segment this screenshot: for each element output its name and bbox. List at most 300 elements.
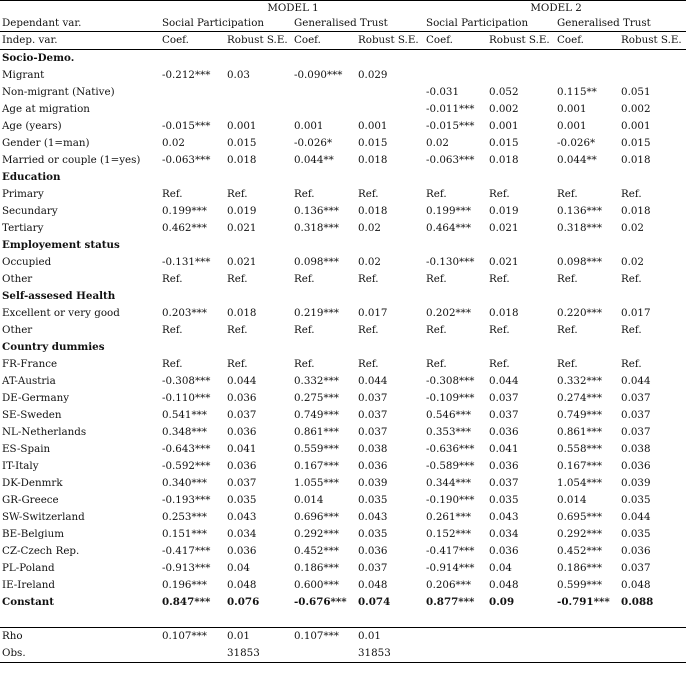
cell-value: 0.088 xyxy=(621,596,654,608)
cell-value: 0.199*** xyxy=(162,205,207,217)
cell-value: 0.037 xyxy=(621,409,651,421)
cell-value: 0.035 xyxy=(621,528,651,540)
cell-value: 0.220*** xyxy=(557,307,602,319)
cell-value: -0.031 xyxy=(426,86,460,98)
model2-header: MODEL 2 xyxy=(424,1,686,16)
cell-value: 0.036 xyxy=(227,426,257,438)
cell-value: Ref. xyxy=(426,324,447,336)
cell-value: Ref. xyxy=(227,273,248,285)
divider-cell xyxy=(424,611,487,628)
cell-value: 0.036 xyxy=(358,545,388,557)
cell-value: 0.001 xyxy=(294,120,324,132)
cell-value: 0.04 xyxy=(227,562,250,574)
row-label: SE-Sweden xyxy=(2,409,62,421)
cell-value xyxy=(487,645,555,663)
cell-value: -0.308*** xyxy=(426,375,475,387)
table-row xyxy=(0,509,686,526)
row-label: IE-Ireland xyxy=(2,579,55,591)
indep-label: Indep. var. xyxy=(0,32,160,50)
dependant-row xyxy=(0,15,686,32)
cell-value: 0.001 xyxy=(557,103,587,115)
section-title: Self-assesed Health xyxy=(2,290,116,302)
table-row xyxy=(0,322,686,339)
section-header-row xyxy=(0,237,686,254)
cell-value: 0.051 xyxy=(621,86,651,98)
row-label: Age (years) xyxy=(2,120,62,132)
table-row xyxy=(0,492,686,509)
cell-value: 1.055*** xyxy=(294,477,339,489)
cell-value: 0.332*** xyxy=(557,375,602,387)
cell-value xyxy=(555,628,619,646)
cell-value: Ref. xyxy=(294,188,315,200)
cell-value: 0.559*** xyxy=(294,443,339,455)
table-row xyxy=(0,543,686,560)
cell-value xyxy=(160,84,225,101)
cell-value: 0.037 xyxy=(621,392,651,404)
cell-value: 0.018 xyxy=(358,154,388,166)
cell-value: 0.036 xyxy=(358,460,388,472)
cell-value: Ref. xyxy=(489,188,510,200)
cell-value: 0.018 xyxy=(358,205,388,217)
cell-value xyxy=(619,67,686,84)
cell-value: -0.090*** xyxy=(294,69,343,81)
divider-cell xyxy=(619,611,686,628)
cell-value: 0.001 xyxy=(489,120,519,132)
cell-value: 0.464*** xyxy=(426,222,471,234)
cell-value: 0.035 xyxy=(489,494,519,506)
cell-value: 0.037 xyxy=(621,426,651,438)
cell-value: 0.695*** xyxy=(557,511,602,523)
cell-value: 0.318*** xyxy=(294,222,339,234)
cell-value: 0.017 xyxy=(358,307,388,319)
cell-value: -0.193*** xyxy=(162,494,211,506)
cell-value: 0.203*** xyxy=(162,307,207,319)
cell-value: 0.348*** xyxy=(162,426,207,438)
cell-value xyxy=(619,628,686,646)
table-row xyxy=(0,135,686,152)
cell-value: 0.036 xyxy=(227,545,257,557)
cell-value: 0.847*** xyxy=(162,596,211,608)
cell-value: 0.186*** xyxy=(294,562,339,574)
cell-value: 0.09 xyxy=(489,596,515,608)
cell-value: -0.015*** xyxy=(162,120,211,132)
cell-value: 0.036 xyxy=(489,545,519,557)
cell-value: 0.861*** xyxy=(557,426,602,438)
row-label: ES-Spain xyxy=(2,443,51,455)
cell-value: 0.01 xyxy=(227,630,250,642)
cell-value: 31853 xyxy=(225,645,292,663)
row-label: Secundary xyxy=(2,205,58,217)
cell-value: 0.318*** xyxy=(557,222,602,234)
row-label: IT-Italy xyxy=(2,460,39,472)
cell-value: 0.219*** xyxy=(294,307,339,319)
cell-value: 0.044 xyxy=(358,375,388,387)
cell-value: 0.037 xyxy=(358,409,388,421)
cell-value: 0.02 xyxy=(426,137,449,149)
cell-value: -0.417*** xyxy=(426,545,475,557)
model-header-row xyxy=(0,1,686,16)
cell-value: 0.018 xyxy=(621,154,651,166)
section-title: Socio-Demo. xyxy=(2,52,75,64)
cell-value: -0.914*** xyxy=(426,562,475,574)
cell-value: 0.001 xyxy=(621,120,651,132)
cell-value: Ref. xyxy=(358,324,379,336)
table-row xyxy=(0,560,686,577)
cell-value: 0.696*** xyxy=(294,511,339,523)
cell-value: 0.599*** xyxy=(557,579,602,591)
cell-value: 0.021 xyxy=(227,256,257,268)
column-header: Robust S.E. xyxy=(225,32,292,50)
cell-value: 0.037 xyxy=(621,562,651,574)
row-label: BE-Belgium xyxy=(2,528,64,540)
cell-value: 0.196*** xyxy=(162,579,207,591)
group-header: Generalised Trust xyxy=(555,15,686,32)
cell-value: 0.036 xyxy=(621,545,651,557)
divider-cell xyxy=(225,611,292,628)
cell-value: Ref. xyxy=(557,188,578,200)
cell-value: 0.02 xyxy=(358,222,381,234)
divider-cell xyxy=(292,611,356,628)
row-label: Primary xyxy=(2,188,44,200)
cell-value: 0.043 xyxy=(489,511,519,523)
cell-value: 0.001 xyxy=(227,120,257,132)
table-row xyxy=(0,152,686,169)
cell-value xyxy=(292,645,356,663)
cell-value: 0.018 xyxy=(489,307,519,319)
cell-value: -0.417*** xyxy=(162,545,211,557)
cell-value: 0.021 xyxy=(489,256,519,268)
cell-value: 0.098*** xyxy=(557,256,602,268)
cell-value: 0.035 xyxy=(358,494,388,506)
cell-value: 0.074 xyxy=(358,596,391,608)
cell-value: 0.044** xyxy=(557,154,597,166)
cell-value: 0.035 xyxy=(621,494,651,506)
cell-value: -0.026* xyxy=(557,137,596,149)
cell-value: Ref. xyxy=(426,188,447,200)
row-label: DK-Denmrk xyxy=(2,477,63,489)
table-row xyxy=(0,203,686,220)
cell-value: 0.861*** xyxy=(294,426,339,438)
row-label: FR-France xyxy=(2,358,58,370)
column-header: Coef. xyxy=(555,32,619,50)
cell-value: 0.275*** xyxy=(294,392,339,404)
row-label: Obs. xyxy=(0,645,160,663)
table-row xyxy=(0,305,686,322)
cell-value: 0.018 xyxy=(227,154,257,166)
row-label: Other xyxy=(2,324,33,336)
cell-value: 0.02 xyxy=(162,137,185,149)
cell-value: 0.107*** xyxy=(294,630,339,642)
cell-value: 0.344*** xyxy=(426,477,471,489)
cell-value: 0.098*** xyxy=(294,256,339,268)
group-header: Social Participation xyxy=(160,15,292,32)
cell-value: 0.452*** xyxy=(557,545,602,557)
table-body xyxy=(0,1,686,663)
cell-value: -0.063*** xyxy=(162,154,211,166)
cell-value: Ref. xyxy=(358,273,379,285)
cell-value: Ref. xyxy=(489,358,510,370)
cell-value: 0.332*** xyxy=(294,375,339,387)
cell-value: 0.034 xyxy=(489,528,519,540)
cell-value: 0.001 xyxy=(358,120,388,132)
cell-value: Ref. xyxy=(621,324,642,336)
cell-value: Ref. xyxy=(621,273,642,285)
cell-value: 0.048 xyxy=(489,579,519,591)
cell-value: 0.749*** xyxy=(294,409,339,421)
table-row xyxy=(0,441,686,458)
cell-value: 0.877*** xyxy=(426,596,475,608)
cell-value: 0.107*** xyxy=(162,630,207,642)
cell-value: 0.039 xyxy=(358,477,388,489)
cell-value: 0.038 xyxy=(358,443,388,455)
cell-value: 0.052 xyxy=(489,86,519,98)
row-label: Rho xyxy=(2,630,23,642)
divider-cell xyxy=(160,611,225,628)
table-row xyxy=(0,84,686,101)
row-label: Other xyxy=(2,273,33,285)
section-header-row xyxy=(0,288,686,305)
cell-value: 0.002 xyxy=(621,103,651,115)
cell-value xyxy=(424,628,487,646)
cell-value: 0.353*** xyxy=(426,426,471,438)
cell-value: Ref. xyxy=(162,358,183,370)
cell-value: 0.152*** xyxy=(426,528,471,540)
cell-value xyxy=(292,84,356,101)
cell-value xyxy=(619,645,686,663)
cell-value: -0.643*** xyxy=(162,443,211,455)
cell-value: 0.01 xyxy=(358,630,381,642)
row-label: AT-Austria xyxy=(2,375,56,387)
cell-value: Ref. xyxy=(621,358,642,370)
cell-value: 31853 xyxy=(356,645,424,663)
row-label: NL-Netherlands xyxy=(2,426,87,438)
cell-value: 0.017 xyxy=(621,307,651,319)
cell-value: 0.043 xyxy=(358,511,388,523)
row-label: Excellent or very good xyxy=(2,307,120,319)
cell-value xyxy=(160,645,225,663)
column-header: Robust S.E. xyxy=(356,32,424,50)
section-title: Employement status xyxy=(2,239,120,251)
table-row xyxy=(0,458,686,475)
cell-value: 0.018 xyxy=(227,307,257,319)
cell-value: 0.036 xyxy=(489,460,519,472)
cell-value: 0.014 xyxy=(557,494,587,506)
cell-value: Ref. xyxy=(489,273,510,285)
cell-value: Ref. xyxy=(358,188,379,200)
cell-value: 0.452*** xyxy=(294,545,339,557)
cell-value: 0.261*** xyxy=(426,511,471,523)
table-row xyxy=(0,475,686,492)
cell-value xyxy=(225,84,292,101)
cell-value: 0.039 xyxy=(621,477,651,489)
cell-value xyxy=(424,67,487,84)
cell-value: 0.048 xyxy=(227,579,257,591)
footer-row xyxy=(0,645,686,663)
table-row xyxy=(0,101,686,118)
cell-value: 0.036 xyxy=(227,460,257,472)
cell-value: Ref. xyxy=(426,358,447,370)
group-header: Social Participation xyxy=(424,15,555,32)
cell-value: 0.044 xyxy=(227,375,257,387)
cell-value: 1.054*** xyxy=(557,477,602,489)
cell-value: -0.190*** xyxy=(426,494,475,506)
section-header-row xyxy=(0,339,686,356)
cell-value: 0.202*** xyxy=(426,307,471,319)
cell-value: 0.041 xyxy=(489,443,519,455)
row-label: CZ-Czech Rep. xyxy=(2,545,80,557)
cell-value: 0.015 xyxy=(358,137,388,149)
footer-row xyxy=(0,628,686,646)
section-title: Country dummies xyxy=(2,341,105,353)
cell-value: 0.292*** xyxy=(557,528,602,540)
cell-value: 0.044 xyxy=(489,375,519,387)
cell-value: -0.676*** xyxy=(294,596,347,608)
cell-value: 0.035 xyxy=(358,528,388,540)
cell-value: Ref. xyxy=(294,358,315,370)
cell-value: -0.063*** xyxy=(426,154,475,166)
row-label: Gender (1=man) xyxy=(2,137,90,149)
cell-value: -0.015*** xyxy=(426,120,475,132)
cell-value: 0.600*** xyxy=(294,579,339,591)
cell-value: -0.131*** xyxy=(162,256,211,268)
cell-value: Ref. xyxy=(621,188,642,200)
cell-value: 0.015 xyxy=(227,137,257,149)
cell-value: 0.019 xyxy=(489,205,519,217)
cell-value: 0.029 xyxy=(358,69,388,81)
row-label: Migrant xyxy=(2,69,45,81)
cell-value: 0.036 xyxy=(227,392,257,404)
cell-value: 0.076 xyxy=(227,596,260,608)
cell-value: Ref. xyxy=(162,188,183,200)
cell-value: 0.048 xyxy=(358,579,388,591)
cell-value: 0.038 xyxy=(621,443,651,455)
cell-value: 0.002 xyxy=(489,103,519,115)
column-header: Coef. xyxy=(424,32,487,50)
row-label: DE-Germany xyxy=(2,392,70,404)
cell-value: Ref. xyxy=(358,358,379,370)
column-header: Coef. xyxy=(160,32,225,50)
table-row xyxy=(0,118,686,135)
section-header-row xyxy=(0,50,686,68)
cell-value: 0.036 xyxy=(489,426,519,438)
table-row xyxy=(0,526,686,543)
cell-value: Ref. xyxy=(227,188,248,200)
table-row xyxy=(0,67,686,84)
table-row xyxy=(0,271,686,288)
cell-value: -0.589*** xyxy=(426,460,475,472)
table-row xyxy=(0,186,686,203)
cell-value: Ref. xyxy=(227,324,248,336)
cell-value: Ref. xyxy=(557,324,578,336)
cell-value: 0.199*** xyxy=(426,205,471,217)
cell-value xyxy=(292,101,356,118)
table-row xyxy=(0,254,686,271)
cell-value xyxy=(356,84,424,101)
cell-value: 0.037 xyxy=(358,392,388,404)
table-row xyxy=(0,577,686,594)
row-label: Age at migration xyxy=(2,103,90,115)
cell-value: 0.044 xyxy=(621,375,651,387)
cell-value: Ref. xyxy=(426,273,447,285)
cell-value: 0.136*** xyxy=(557,205,602,217)
cell-value: 0.206*** xyxy=(426,579,471,591)
divider-cell xyxy=(356,611,424,628)
row-label: Constant xyxy=(2,596,55,608)
cell-value: -0.026* xyxy=(294,137,333,149)
cell-value: Ref. xyxy=(557,273,578,285)
cell-value xyxy=(487,628,555,646)
cell-value: 0.037 xyxy=(227,477,257,489)
cell-value: 0.02 xyxy=(621,256,644,268)
cell-value xyxy=(555,645,619,663)
section-title: Education xyxy=(2,171,61,183)
cell-value: 0.048 xyxy=(621,579,651,591)
cell-value: 0.036 xyxy=(621,460,651,472)
cell-value: 0.044** xyxy=(294,154,334,166)
table-row xyxy=(0,407,686,424)
cell-value: 0.021 xyxy=(489,222,519,234)
cell-value: Ref. xyxy=(489,324,510,336)
cell-value: 0.02 xyxy=(621,222,644,234)
cell-value: Ref. xyxy=(162,273,183,285)
column-header: Robust S.E. xyxy=(487,32,555,50)
cell-value: 0.03 xyxy=(227,69,250,81)
cell-value xyxy=(555,67,619,84)
cell-value: 0.001 xyxy=(557,120,587,132)
dependant-label: Dependant var. xyxy=(2,17,82,29)
row-label: PL-Poland xyxy=(2,562,55,574)
cell-value: 0.340*** xyxy=(162,477,207,489)
cell-value: 0.041 xyxy=(227,443,257,455)
table-row xyxy=(0,356,686,373)
cell-value: Ref. xyxy=(227,358,248,370)
cell-value: 0.292*** xyxy=(294,528,339,540)
cell-value: 0.558*** xyxy=(557,443,602,455)
cell-value: 0.037 xyxy=(489,477,519,489)
cell-value: 0.034 xyxy=(227,528,257,540)
cell-value: 0.037 xyxy=(489,409,519,421)
row-label: Tertiary xyxy=(2,222,44,234)
cell-value: 0.546*** xyxy=(426,409,471,421)
cell-value: 0.167*** xyxy=(557,460,602,472)
cell-value: 0.043 xyxy=(227,511,257,523)
cell-value: 0.749*** xyxy=(557,409,602,421)
cell-value: 0.018 xyxy=(621,205,651,217)
cell-value xyxy=(424,645,487,663)
cell-value: 0.253*** xyxy=(162,511,207,523)
column-header: Robust S.E. xyxy=(619,32,686,50)
model1-header: MODEL 1 xyxy=(160,1,424,16)
cell-value: 0.037 xyxy=(358,562,388,574)
table-row xyxy=(0,390,686,407)
cell-value: 0.044 xyxy=(621,511,651,523)
cell-value: 0.015 xyxy=(621,137,651,149)
table-row xyxy=(0,373,686,390)
cell-value: 0.274*** xyxy=(557,392,602,404)
cell-value: -0.110*** xyxy=(162,392,211,404)
cell-value: Ref. xyxy=(294,324,315,336)
cell-value xyxy=(356,101,424,118)
group-header: Generalised Trust xyxy=(292,15,424,32)
cell-value: 0.018 xyxy=(489,154,519,166)
cell-value: -0.109*** xyxy=(426,392,475,404)
divider-cell xyxy=(0,611,160,628)
row-label: Occupied xyxy=(2,256,52,268)
divider-cell xyxy=(555,611,619,628)
table-row xyxy=(0,220,686,237)
cell-value: 0.115** xyxy=(557,86,597,98)
constant-row xyxy=(0,594,686,611)
